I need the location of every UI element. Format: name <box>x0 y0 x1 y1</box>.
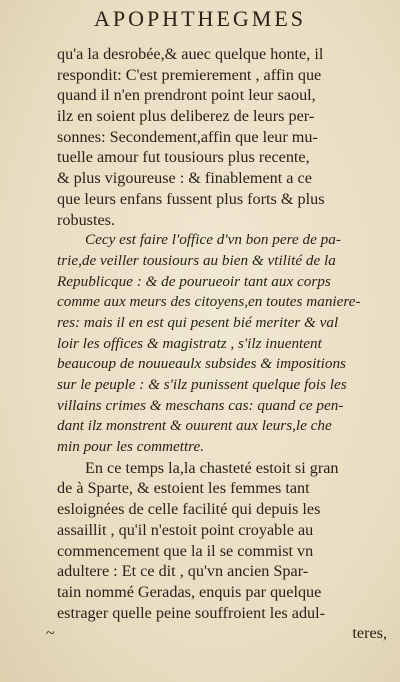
text-line: tain nommé Geradas, enquis par quelque <box>57 582 322 601</box>
text-line: quand il n'en prendront point leur saoul, <box>57 86 316 105</box>
text-line: min pour les commettre. <box>57 438 205 456</box>
text-line: comme aux meurs des citoyens,en toutes maniere- <box>57 293 361 311</box>
text-line: beaucoup de nouueaulx subsides & impositions <box>57 355 346 373</box>
paragraph-2-commentary <box>57 230 387 458</box>
text-line: assaillit , qu'il n'estoit point croyable au <box>57 520 314 539</box>
text-line: villains crimes & meschans cas: quand ce pen- <box>57 396 344 414</box>
text-line: adultere : Et ce dit , qu'vn ancien Spar- <box>57 562 309 581</box>
text-line: estrager quelle peine souffroient les adul- <box>57 603 326 622</box>
text-line: loir les offices & magistratz , s'ilz inuentent <box>57 334 322 352</box>
text-line: Cecy est faire l'office d'vn bon pere de pa- <box>85 231 341 249</box>
text-line: qu'a la desrobée,& auec quelque honte, il <box>57 45 324 63</box>
catchword: teres, <box>352 624 387 643</box>
text-line: sonnes: Secondement,affin que leur mu- <box>57 127 318 146</box>
text-line: respondit: C'est premierement , affin que <box>57 65 322 84</box>
text-line: robustes. <box>57 210 115 229</box>
text-line: dant ilz monstrent & ouurent aux leurs,le che <box>57 417 332 435</box>
text-line: Republicque : & de pourueoir tant aux corps <box>57 272 331 290</box>
text-line: res: mais il en est qui pesent bié meriter & val <box>57 313 339 331</box>
text-line: trie,de veiller tousiours au bien & vtilité de la <box>57 251 336 269</box>
text-line: esloignées de celle facilité qui depuis les <box>57 500 321 519</box>
text-line: En ce temps la,la chasteté estoit si gran <box>85 458 339 477</box>
text-line: sur le peuple : & s'ilz punissent quelque fois les <box>57 376 347 393</box>
running-head: APOPHTHEGMES <box>93 6 307 31</box>
paragraph-3 <box>57 458 387 624</box>
text-line: de à Sparte, & estoient les femmes tant <box>57 479 310 498</box>
text-line: tuelle amour fut tousiours plus recente, <box>57 148 310 167</box>
text-line: & plus vigoureuse : & finablement a ce <box>57 169 312 188</box>
margin-mark: ~ <box>46 625 55 642</box>
body-text <box>57 44 387 644</box>
text-line: commencement que la il se commist vn <box>57 541 314 560</box>
text-line: ilz en soient plus deliberez de leurs per- <box>57 107 315 126</box>
text-line: que leurs enfans fussent plus forts & plus <box>57 189 325 208</box>
paragraph-1 <box>57 44 387 230</box>
